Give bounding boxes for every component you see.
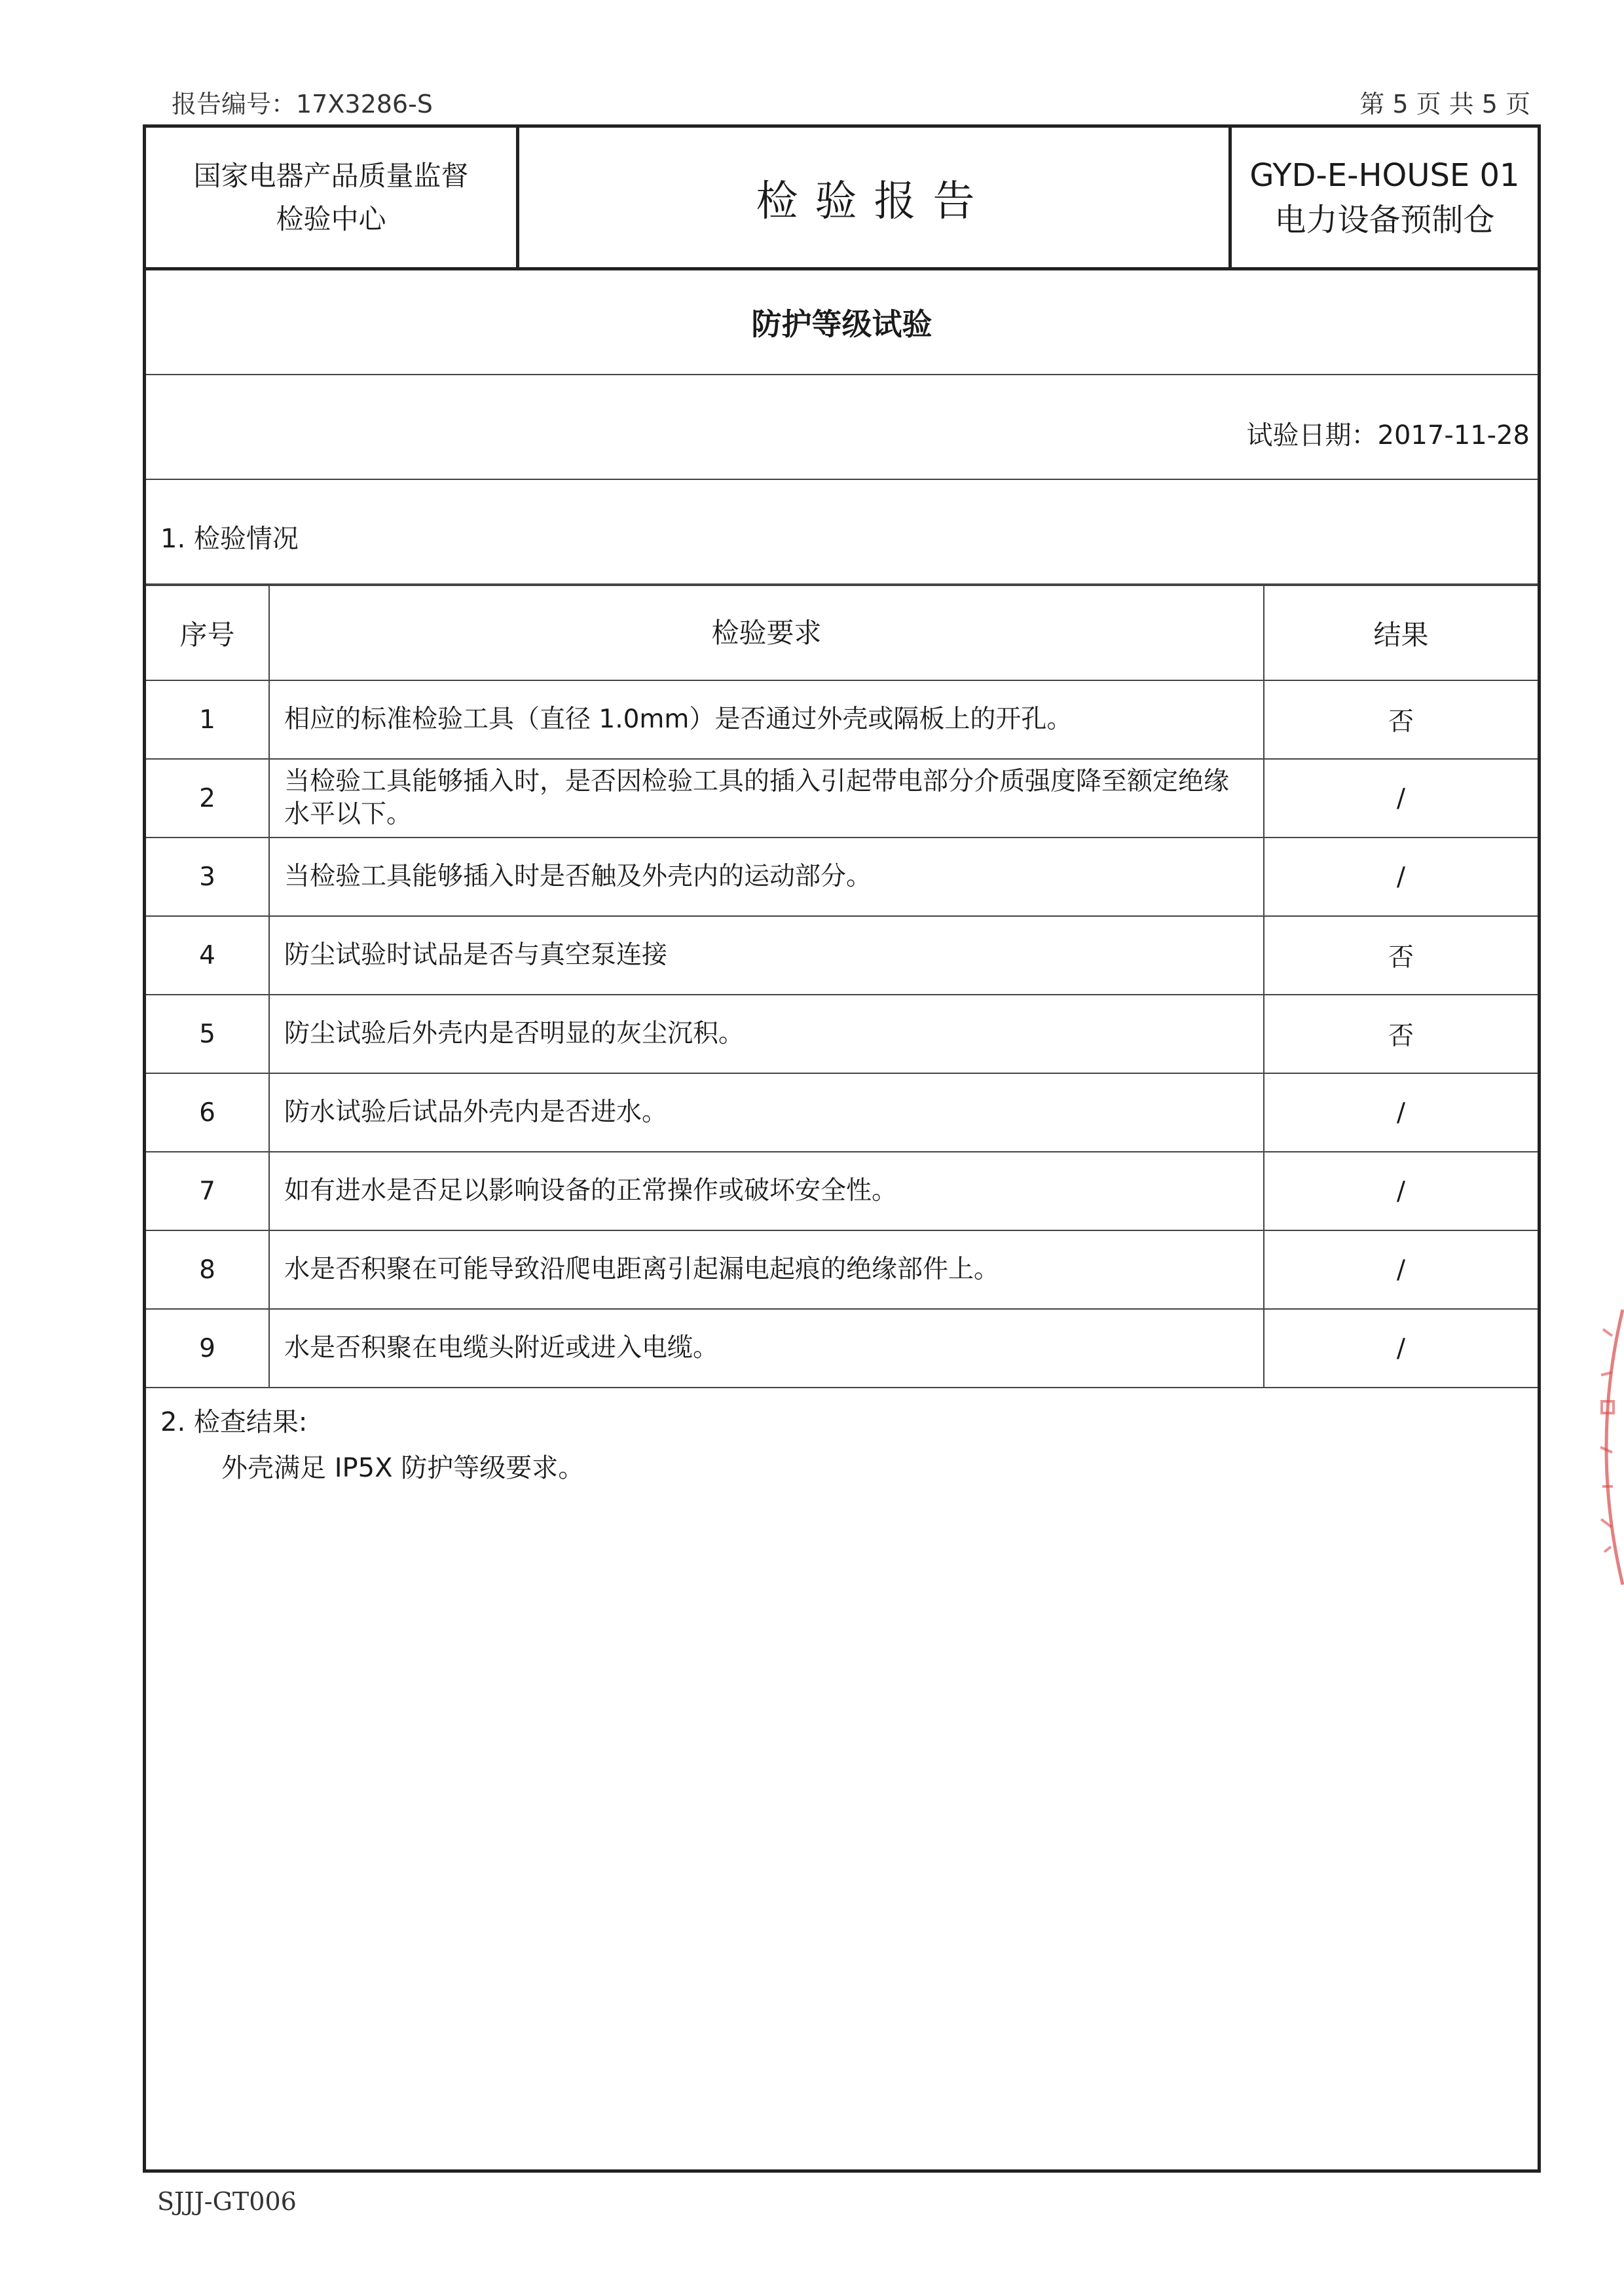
row-no: 2 xyxy=(146,759,269,838)
row-result: 否 xyxy=(1264,995,1538,1073)
table-row xyxy=(146,1309,1538,1388)
row-result: / xyxy=(1264,759,1538,838)
section2-conclusion: 外壳满足 IP5X 防护等级要求。 xyxy=(221,1453,585,1483)
org-name-line1: 国家电器产品质量监督 xyxy=(193,159,469,192)
row-no: 8 xyxy=(146,1230,269,1309)
row-no: 1 xyxy=(146,680,269,759)
row-result: / xyxy=(1264,838,1538,916)
table-row xyxy=(146,995,1538,1073)
table-row xyxy=(146,680,1538,759)
row-no: 4 xyxy=(146,916,269,995)
row-requirement: 水是否积聚在可能导致沿爬电距离引起漏电起痕的绝缘部件上。 xyxy=(269,1230,1264,1309)
date-band xyxy=(146,375,1538,480)
row-result: / xyxy=(1264,1152,1538,1230)
row-result: / xyxy=(1264,1073,1538,1152)
row-requirement: 防尘试验后外壳内是否明显的灰尘沉积。 xyxy=(269,995,1264,1073)
row-result: / xyxy=(1264,1230,1538,1309)
seal-stamp-icon xyxy=(1585,1303,1624,1591)
report-number: 报告编号：17X3286-S xyxy=(172,90,433,119)
row-requirement: 如有进水是否足以影响设备的正常操作或破坏安全性。 xyxy=(269,1152,1264,1230)
page-indicator: 第 5 页 共 5 页 xyxy=(1359,90,1530,119)
row-result: 否 xyxy=(1264,680,1538,759)
row-no: 3 xyxy=(146,838,269,916)
row-requirement: 当检验工具能够插入时，是否因检验工具的插入引起带电部分介质强度降至额定绝缘水平以下。 xyxy=(269,759,1264,838)
header-doc-title xyxy=(519,128,1232,267)
table-row xyxy=(146,916,1538,995)
test-date: 试验日期：2017-11-28 xyxy=(1246,420,1530,451)
row-result: / xyxy=(1264,1309,1538,1388)
col-header-result: 结果 xyxy=(1264,585,1538,680)
row-result: 否 xyxy=(1264,916,1538,995)
table-row xyxy=(146,838,1538,916)
row-requirement: 水是否积聚在电缆头附近或进入电缆。 xyxy=(269,1309,1264,1388)
header-organization xyxy=(146,128,519,267)
row-requirement: 防尘试验时试品是否与真空泵连接 xyxy=(269,916,1264,995)
col-header-requirement: 检验要求 xyxy=(269,585,1264,680)
section2-title: 2. 检查结果: xyxy=(160,1407,308,1437)
table-row xyxy=(146,759,1538,838)
row-requirement: 防水试验后试品外壳内是否进水。 xyxy=(269,1073,1264,1152)
row-no: 9 xyxy=(146,1309,269,1388)
product-name: 电力设备预制仓 xyxy=(1274,201,1495,238)
row-no: 7 xyxy=(146,1152,269,1230)
row-no: 5 xyxy=(146,995,269,1073)
table-row xyxy=(146,1230,1538,1309)
row-requirement: 当检验工具能够插入时是否触及外壳内的运动部分。 xyxy=(269,838,1264,916)
inspection-table xyxy=(146,585,1538,1388)
form-code: SJJJ-GT006 xyxy=(157,2187,297,2216)
header-product xyxy=(1232,128,1538,267)
table-header-row xyxy=(146,585,1538,680)
row-requirement: 相应的标准检验工具（直径 1.0mm）是否通过外壳或隔板上的开孔。 xyxy=(269,680,1264,759)
col-header-no: 序号 xyxy=(146,585,269,680)
doc-title: 检验报告 xyxy=(756,177,992,226)
section1-band xyxy=(146,480,1538,585)
row-no: 6 xyxy=(146,1073,269,1152)
org-name-line2: 检验中心 xyxy=(276,202,386,235)
table-row xyxy=(146,1073,1538,1152)
table-row xyxy=(146,1152,1538,1230)
report-header xyxy=(146,128,1538,270)
product-code: GYD-E-HOUSE 01 xyxy=(1249,157,1520,194)
section-title: 防护等级试验 xyxy=(146,270,1538,375)
section1-title: 1. 检验情况 xyxy=(160,524,299,554)
report-frame xyxy=(143,124,1541,2173)
